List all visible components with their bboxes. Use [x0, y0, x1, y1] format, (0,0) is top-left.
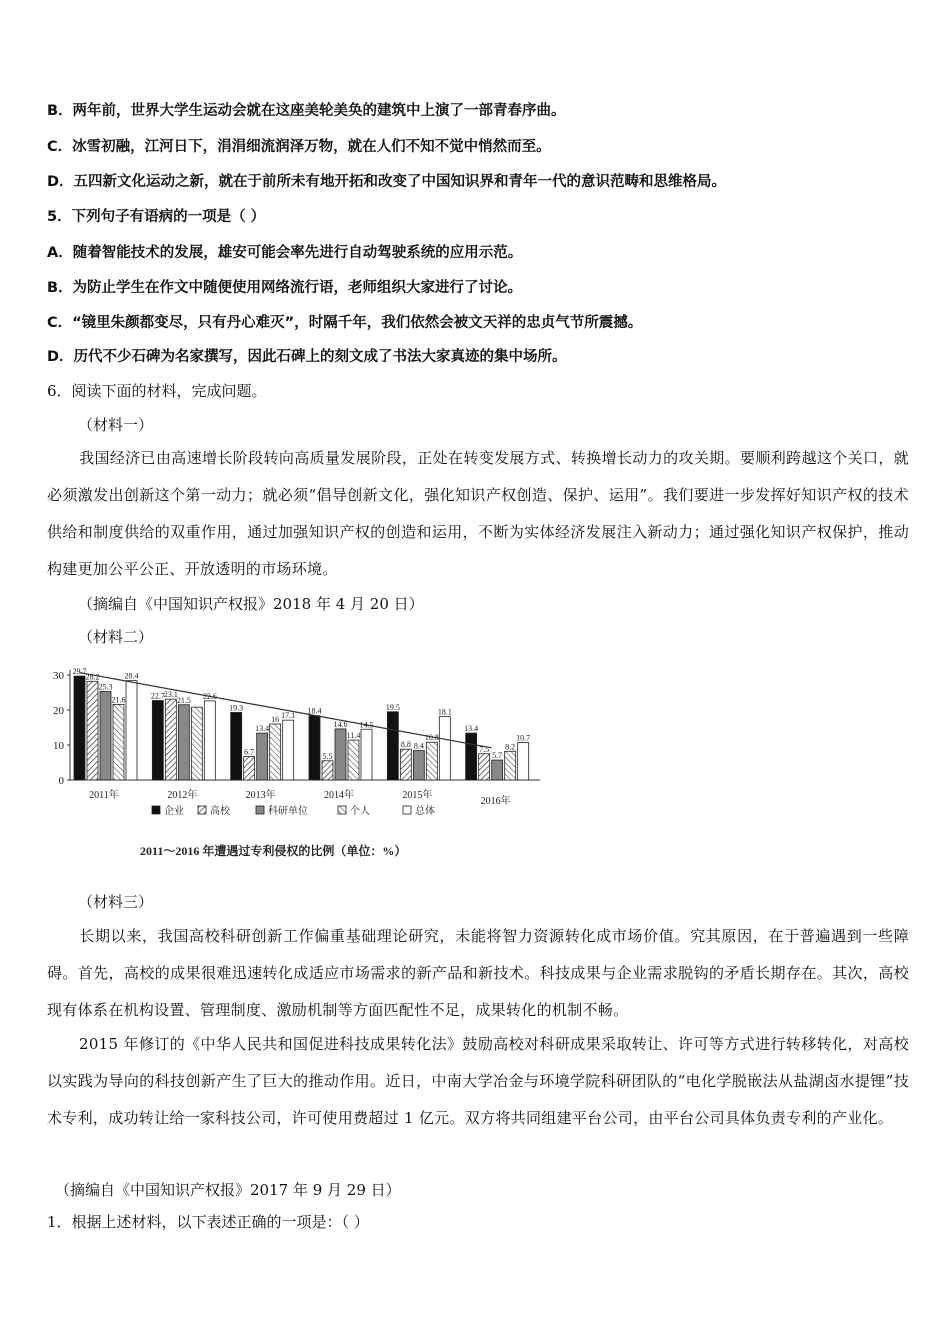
legend-label: 个人: [350, 806, 370, 817]
data-label: 18.1: [437, 707, 452, 717]
q5-option-b: [47, 278, 522, 298]
data-label: 17.1: [281, 711, 296, 721]
option-text: ．两年前，世界大学生运动会就在这座美轮美奂的建筑中上演了一部青春序曲。: [58, 103, 566, 119]
chart-legend: [152, 804, 435, 817]
data-label: 13.4: [464, 724, 479, 734]
x-tick-label: 2012年: [167, 790, 198, 801]
bar-总体-2011年: [126, 681, 137, 780]
option-letter: A: [47, 245, 59, 261]
data-label: 28.4: [124, 671, 139, 681]
bar-科研单位-2014年: [335, 729, 346, 780]
material1-body: 我国经济已由高速增长阶段转向高质量发展阶段，正处在转变发展方式、转换增长动力的攻关期。要顺利跨越这个关口，就必须激发出创新这个第一动力；就必须“倡导创新文化，强化知识产权创造、保护、运用”。我们要进一步发挥好知识产权的技术供给和制度供给的双重作用，通过加强知识产权的创造和运用，不断为实体经济发展注入新动力；通过强化知识产权保护，推动构建更加公平公正、开放透明的市场环境。: [47, 449, 909, 578]
legend-label: 高校: [210, 806, 230, 817]
y-tick-label: 20: [53, 705, 64, 717]
data-label: 25.3: [98, 682, 113, 692]
y-tick-label: 0: [58, 775, 64, 787]
bar-总体-2014年: [361, 729, 372, 780]
bar-总体-2012年: [204, 701, 215, 780]
data-label: 23.1: [163, 690, 178, 700]
bar-个人-2015年: [426, 742, 437, 780]
option-text: ．随着智能技术的发展，雄安可能会率先进行自动驾驶系统的应用示范。: [58, 245, 523, 261]
material3-para1: [47, 918, 909, 1029]
data-label: 11.4: [346, 731, 361, 741]
option-letter: B: [47, 103, 59, 119]
data-label: 14.5: [359, 720, 374, 730]
y-tick-label: 30: [53, 670, 64, 682]
data-label: 8.8: [400, 740, 411, 750]
data-label: 16: [271, 715, 280, 724]
option-text: ．“镜里朱颜都变尽，只有丹心难灭”，时隔千年，我们依然会被文天祥的忠贞气节所震撼。: [57, 315, 643, 331]
bar-高校-2011年: [87, 681, 98, 780]
x-tick-label: 2014年: [324, 790, 354, 801]
data-label: 19.5: [385, 702, 400, 712]
option-letter: C: [47, 315, 58, 331]
data-label: 13.4: [255, 724, 270, 734]
data-label: 7.5: [479, 744, 490, 754]
data-label: 29.7: [72, 667, 87, 677]
q5-option-c: [47, 313, 642, 333]
y-tick-label: 10: [53, 740, 64, 752]
material1-text: [47, 440, 909, 588]
material1-label: （材料一）: [78, 416, 154, 434]
data-label: 10.8: [424, 733, 439, 743]
data-label: 22.6: [202, 691, 217, 701]
chart-title: 2011～2016 年遭遇过专利侵权的比例（单位：%）: [140, 844, 407, 858]
material3-source: （摘编自《中国知识产权报》2017 年 9 月 29 日）: [55, 1181, 401, 1199]
q5-stem: 5．下列句子有语病的一项是（ ）: [47, 209, 266, 225]
bar-企业-2011年: [74, 676, 85, 780]
data-label: 21.5: [176, 695, 191, 705]
bar-总体-2013年: [283, 720, 294, 780]
data-label: 28.2: [85, 672, 100, 682]
material1-source: （摘编自《中国知识产权报》2018 年 4 月 20 日）: [78, 595, 424, 613]
bar-个人-2016年: [505, 751, 516, 780]
chart-bars: [74, 673, 529, 780]
bar-企业-2014年: [309, 716, 320, 780]
option-letter: B: [47, 280, 59, 296]
legend-swatch: [403, 806, 411, 814]
data-label: 18.4: [307, 706, 322, 716]
option-text: ．冰雪初融，江河日下，涓涓细流润泽万物，就在人们不知不觉中悄然而至。: [57, 139, 551, 155]
x-tick-label: 2015年: [402, 790, 433, 801]
x-tick-label: 2013年: [245, 790, 276, 801]
option-text: ．为防止学生在作文中随便使用网络流行语，老师组织大家进行了讨论。: [58, 280, 523, 296]
bar-高校-2015年: [400, 749, 411, 780]
bar-总体-2015年: [439, 717, 450, 780]
bar-企业-2012年: [152, 701, 163, 780]
data-label: 14.6: [333, 719, 348, 729]
legend-label: 总体: [415, 806, 435, 817]
data-label: 19.3: [229, 703, 244, 713]
material3-label: （材料三）: [78, 893, 154, 911]
bar-科研单位-2013年: [257, 733, 268, 780]
bar-个人-2014年: [348, 740, 359, 780]
bar-科研单位-2012年: [178, 705, 189, 780]
bar-科研单位-2016年: [492, 760, 503, 780]
bar-高校-2012年: [165, 699, 176, 780]
x-tick-label: 2011年: [89, 790, 119, 801]
bar-企业-2013年: [231, 712, 242, 780]
bar-高校-2014年: [322, 761, 333, 780]
legend-swatch: [256, 806, 264, 814]
legend-label: 企业: [164, 806, 184, 817]
q4-option-c: [47, 137, 551, 157]
data-label: 6.7: [244, 747, 255, 757]
bar-科研单位-2015年: [413, 751, 424, 780]
chart-value-labels: [73, 667, 531, 761]
legend-swatch: [198, 806, 206, 814]
data-label: 10.7: [516, 733, 531, 743]
q4-option-b: [47, 101, 566, 121]
legend-swatch: [338, 806, 346, 814]
bar-高校-2013年: [244, 757, 255, 780]
bar-企业-2016年: [466, 733, 477, 780]
option-letter: D: [47, 349, 60, 365]
legend-label: 科研单位: [268, 806, 308, 817]
material2-label: （材料二）: [78, 628, 154, 646]
bar-个人-2013年: [270, 724, 281, 780]
q6-stem: 6．阅读下面的材料，完成问题。: [47, 382, 267, 400]
bar-企业-2015年: [387, 712, 398, 780]
q6-sub1: 1．根据上述材料，以下表述正确的一项是：（ ）: [47, 1213, 369, 1231]
bar-高校-2016年: [479, 754, 490, 780]
q5-option-a: [47, 243, 522, 263]
bar-科研单位-2011年: [100, 691, 111, 780]
legend-swatch: [152, 806, 160, 814]
data-label: 5.7: [492, 751, 503, 761]
option-letter: D: [47, 174, 60, 190]
option-letter: C: [47, 139, 58, 155]
q5-option-d: [47, 347, 567, 367]
q4-option-d: [47, 172, 726, 192]
x-tick-label: 2016年: [480, 796, 511, 807]
bar-个人-2011年: [113, 704, 124, 780]
material3-para2-text: 2015 年修订的《中华人民共和国促进科技成果转化法》鼓励高校对科研成果采取转让、许可等方式进行转移转化，对高校以实践为导向的科技创新产生了巨大的推动作用。近日，中南大学冶金与环境学院科研团队的“电化学脱嵌法从盐湖卤水提锂”技术专利，成功转让给一家科技公司，许可使用费超过 1 亿元。双方将共同组建平台公司，由平台公司具体负责专利的产业化。: [47, 1035, 909, 1127]
bar-个人-2012年: [191, 707, 202, 780]
data-label: 5.5: [322, 751, 333, 761]
option-text: ．五四新文化运动之新，就在于前所未有地开拓和改变了中国知识界和青年一代的意识范畴和思维格局。: [59, 174, 727, 190]
data-label: 22.7: [150, 691, 165, 701]
material3-para1-text: 长期以来，我国高校科研创新工作偏重基础理论研究，未能将智力资源转化成市场价值。究其原因，在于普遍遇到一些障碍。首先，高校的成果很难迅速转化成适应市场需求的新产品和新技术。科技成果与企业需求脱钩的矛盾长期存在。其次，高校现有体系在机构设置、管理制度、激励机制等方面匹配性不足，成果转化的机制不畅。: [47, 927, 909, 1019]
option-text: ．历代不少石碑为名家撰写，因此石碑上的刻文成了书法大家真迹的集中场所。: [59, 349, 567, 365]
patent-infringement-chart: [40, 660, 550, 860]
material3-para2: [47, 1026, 909, 1137]
data-label: 8.4: [413, 741, 424, 751]
data-label: 8.2: [505, 742, 516, 752]
data-label: 21.6: [111, 695, 126, 705]
bar-总体-2016年: [518, 743, 529, 780]
